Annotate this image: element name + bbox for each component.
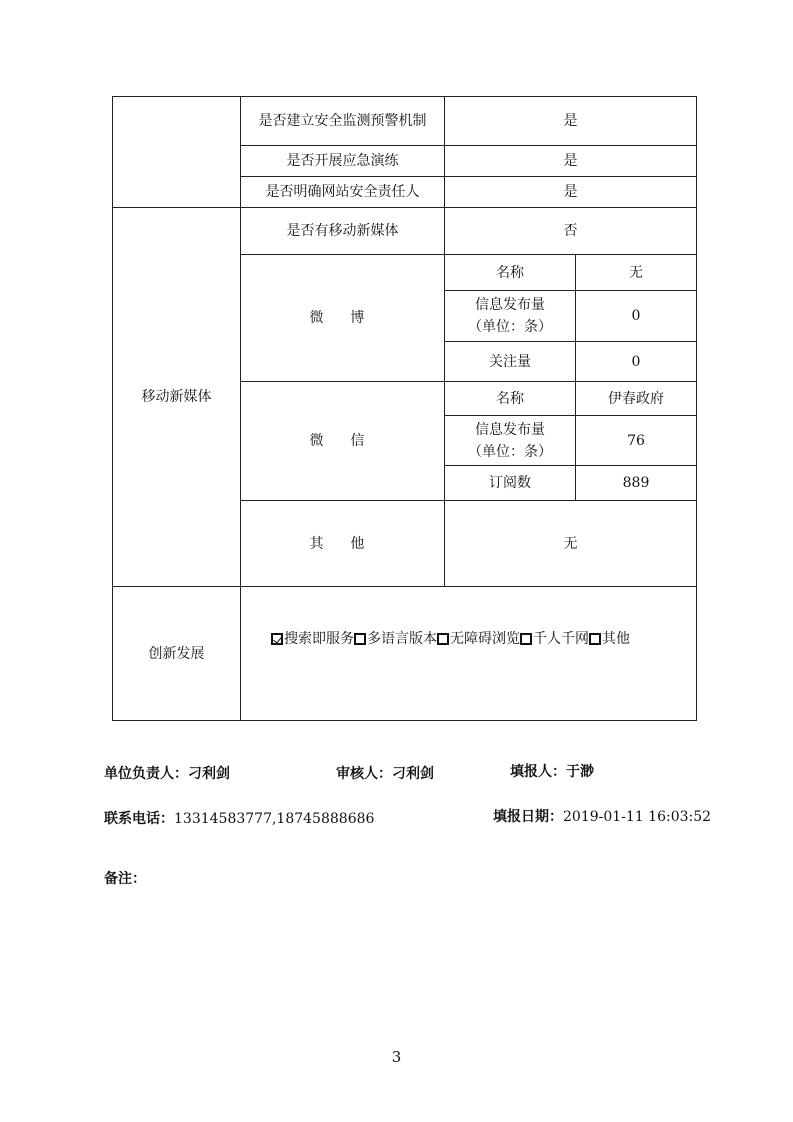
mobile-media-section: 移动新媒体 xyxy=(113,208,241,587)
unit-head xyxy=(104,763,230,783)
reviewer-value: 刁利剑 xyxy=(392,766,434,782)
report-table xyxy=(112,96,697,721)
page-number: 3 xyxy=(391,1048,402,1066)
option-label: 多语言版本 xyxy=(367,631,437,647)
contact-phone xyxy=(104,808,374,828)
reviewer-label: 审核人： xyxy=(336,766,392,782)
weibo-posts-label-line2: （单位：条） xyxy=(468,319,552,335)
option-other[interactable] xyxy=(589,628,630,650)
weixin-posts-label xyxy=(445,416,576,466)
blank-section-cell xyxy=(113,97,241,208)
remark-label: 备注： xyxy=(104,871,146,887)
weixin-posts-label-line1: 信息发布量 xyxy=(475,421,545,438)
remark xyxy=(104,868,146,888)
other-value: 无 xyxy=(445,501,697,587)
reviewer xyxy=(336,763,434,783)
checkbox-icon[interactable] xyxy=(437,633,449,645)
weixin-posts-label-line2: （单位：条） xyxy=(468,443,552,460)
weibo-name-label: 名称 xyxy=(445,255,576,291)
date-value: 2019-01-11 16:03:52 xyxy=(563,809,712,825)
has-mobile-media-label: 是否有移动新媒体 xyxy=(241,208,445,255)
checkbox-checked-icon[interactable] xyxy=(271,633,283,645)
filler xyxy=(510,761,594,781)
weibo-posts-label xyxy=(445,291,576,342)
emergency-drill-value: 是 xyxy=(445,146,697,177)
has-mobile-media-value: 否 xyxy=(445,208,697,255)
option-label: 无障碍浏览 xyxy=(450,631,520,647)
emergency-drill-label: 是否开展应急演练 xyxy=(241,146,445,177)
security-warning-value: 是 xyxy=(445,97,697,146)
option-label: 其他 xyxy=(602,631,630,647)
weibo-follow-value: 0 xyxy=(576,342,697,382)
security-owner-label: 是否明确网站安全责任人 xyxy=(241,177,445,208)
weixin-label: 微 信 xyxy=(241,382,445,501)
checkbox-icon[interactable] xyxy=(354,633,366,645)
checkbox-icon[interactable] xyxy=(520,633,532,645)
option-label: 千人千网 xyxy=(533,631,589,647)
filler-label: 填报人： xyxy=(510,764,566,780)
option-search-service[interactable] xyxy=(271,628,354,650)
innovation-options xyxy=(241,587,697,721)
weibo-label: 微 博 xyxy=(241,255,445,382)
option-label: 搜索即服务 xyxy=(284,631,354,647)
weibo-posts-label-line1: 信息发布量 xyxy=(475,297,545,313)
option-multi-language[interactable] xyxy=(354,628,437,650)
weixin-subs-value: 889 xyxy=(576,466,697,501)
fill-date xyxy=(493,806,711,826)
weibo-posts-value: 0 xyxy=(576,291,697,342)
unit-head-label: 单位负责人： xyxy=(104,766,188,782)
weixin-name-label: 名称 xyxy=(445,382,576,416)
phone-value: 13314583777,18745888686 xyxy=(174,811,375,827)
phone-label: 联系电话： xyxy=(104,811,174,827)
weixin-posts-value: 76 xyxy=(576,416,697,466)
weixin-name-value: 伊春政府 xyxy=(576,382,697,416)
checkbox-icon[interactable] xyxy=(589,633,601,645)
option-personalized[interactable] xyxy=(520,628,589,650)
weibo-follow-label: 关注量 xyxy=(445,342,576,382)
security-warning-label: 是否建立安全监测预警机制 xyxy=(241,97,445,146)
innovation-section: 创新发展 xyxy=(113,587,241,721)
unit-head-value: 刁利剑 xyxy=(188,766,230,782)
other-label: 其 他 xyxy=(241,501,445,587)
option-accessible[interactable] xyxy=(437,628,520,650)
security-owner-value: 是 xyxy=(445,177,697,208)
filler-value: 于渺 xyxy=(566,764,594,780)
weibo-name-value: 无 xyxy=(576,255,697,291)
weixin-subs-label: 订阅数 xyxy=(445,466,576,501)
date-label: 填报日期： xyxy=(493,809,563,825)
